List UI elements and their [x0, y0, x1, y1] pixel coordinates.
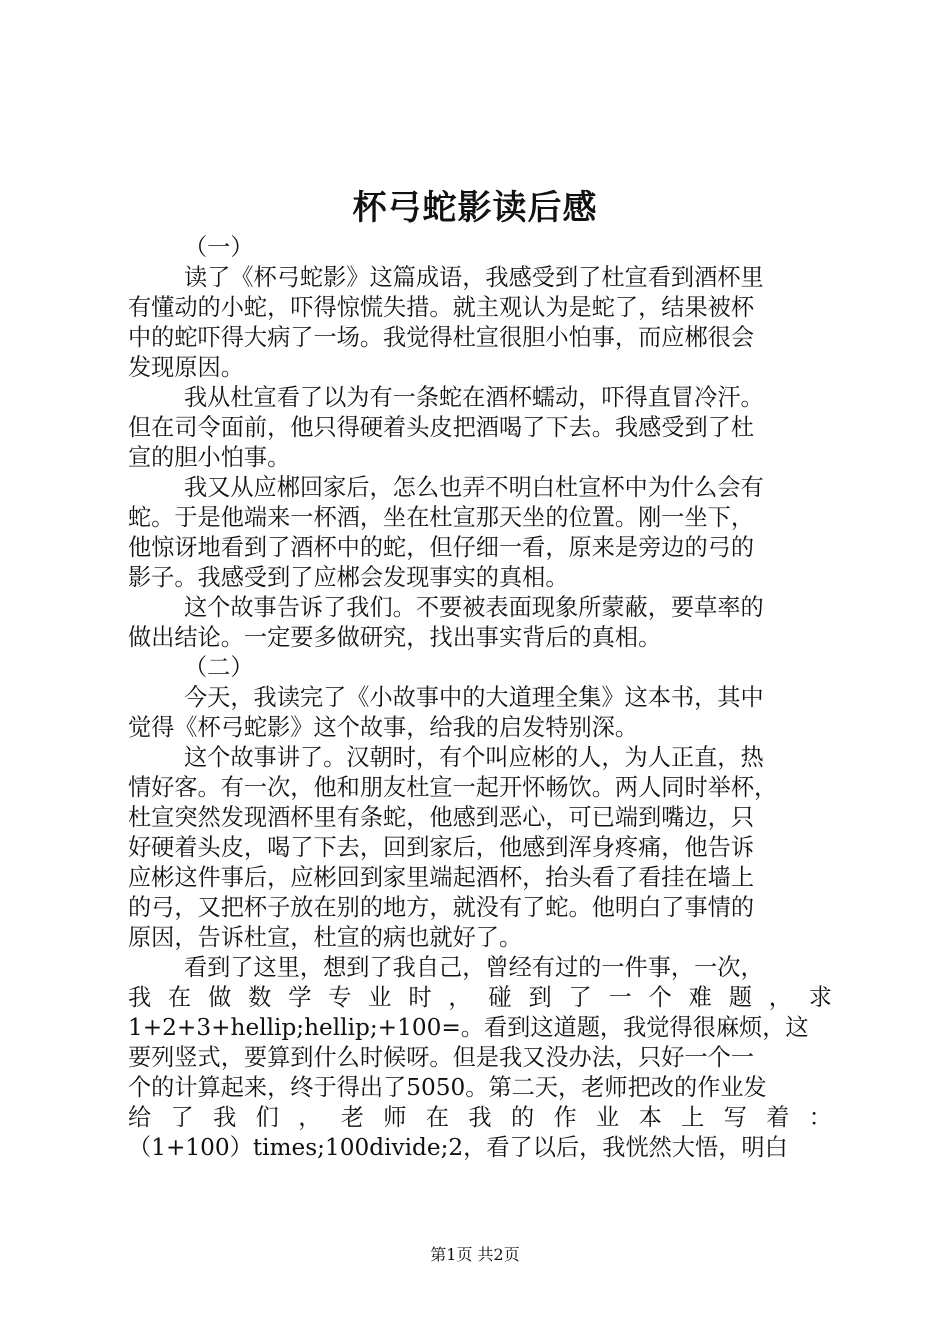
text-line: 给了我们，老师在我的作业本上写着： [128, 1104, 832, 1131]
text-line: （一） [184, 234, 254, 261]
text-line: 要列竖式，要算到什么时候呀。但是我又没办法，只好一个一 [128, 1044, 755, 1071]
text-line: 好硬着头皮，喝了下去，回到家后，他感到浑身疼痛，他告诉 [128, 834, 755, 861]
text-line: 读了《杯弓蛇影》这篇成语，我感受到了杜宣看到酒杯里 [184, 264, 764, 291]
text-line: 今天，我读完了《小故事中的大道理全集》这本书，其中 [184, 684, 764, 711]
text-line: 情好客。有一次，他和朋友杜宣一起开怀畅饮。两人同时举杯， [128, 774, 778, 801]
document-title: 杯弓蛇影读后感 [352, 188, 598, 228]
text-line: 做出结论。一定要多做研究，找出事实背后的真相。 [128, 624, 662, 651]
text-line: 我从杜宣看了以为有一条蛇在酒杯蠕动，吓得直冒冷汗。 [184, 384, 764, 411]
text-line: 杜宣突然发现酒杯里有条蛇，他感到恶心，可已端到嘴边，只 [128, 804, 755, 831]
document-body [128, 233, 832, 1163]
text-line: 这个故事告诉了我们。不要被表面现象所蒙蔽，要草率的 [184, 594, 764, 621]
text-line: 的弓，又把杯子放在别的地方，就没有了蛇。他明白了事情的 [128, 894, 755, 921]
text-line: 发现原因。 [128, 354, 244, 381]
text-line: 1+2+3+hellip;hellip;+100=。看到这道题，我觉得很麻烦，这 [128, 1014, 809, 1041]
text-line: 个的计算起来，终于得出了5050。第二天，老师把改的作业发 [128, 1074, 767, 1101]
text-line: 觉得《杯弓蛇影》这个故事，给我的启发特别深。 [128, 714, 639, 741]
text-line: 有懂动的小蛇，吓得惊慌失措。就主观认为是蛇了，结果被杯 [128, 294, 755, 321]
text-line: 中的蛇吓得大病了一场。我觉得杜宣很胆小怕事，而应郴很会 [128, 324, 755, 351]
text-line: （二） [184, 654, 254, 681]
text-line: 看到了这里，想到了我自己，曾经有过的一件事，一次， [184, 954, 764, 981]
text-line: 他惊讶地看到了酒杯中的蛇，但仔细一看，原来是旁边的弓的 [128, 534, 755, 561]
text-line: 影子。我感受到了应郴会发现事实的真相。 [128, 564, 569, 591]
text-line: 我在做数学专业时，碰到了一个难题，求 [128, 984, 832, 1011]
text-line: 原因，告诉杜宣，杜宣的病也就好了。 [128, 924, 523, 951]
text-line: 这个故事讲了。汉朝时，有个叫应彬的人，为人正直，热 [184, 744, 764, 771]
text-line: 但在司令面前，他只得硬着头皮把酒喝了下去。我感受到了杜 [128, 414, 755, 441]
text-line: 我又从应郴回家后，怎么也弄不明白杜宣杯中为什么会有 [184, 474, 764, 501]
text-line: 蛇。于是他端来一杯酒，坐在杜宣那天坐的位置。刚一坐下， [128, 504, 755, 531]
page-footer: 第1页 共2页 [430, 1245, 520, 1264]
text-line: （1+100）times;100divide;2，看了以后，我恍然大悟，明白 [128, 1134, 788, 1161]
text-line: 宣的胆小怕事。 [128, 444, 291, 471]
text-line: 应彬这件事后，应彬回到家里端起酒杯，抬头看了看挂在墙上 [128, 864, 755, 891]
